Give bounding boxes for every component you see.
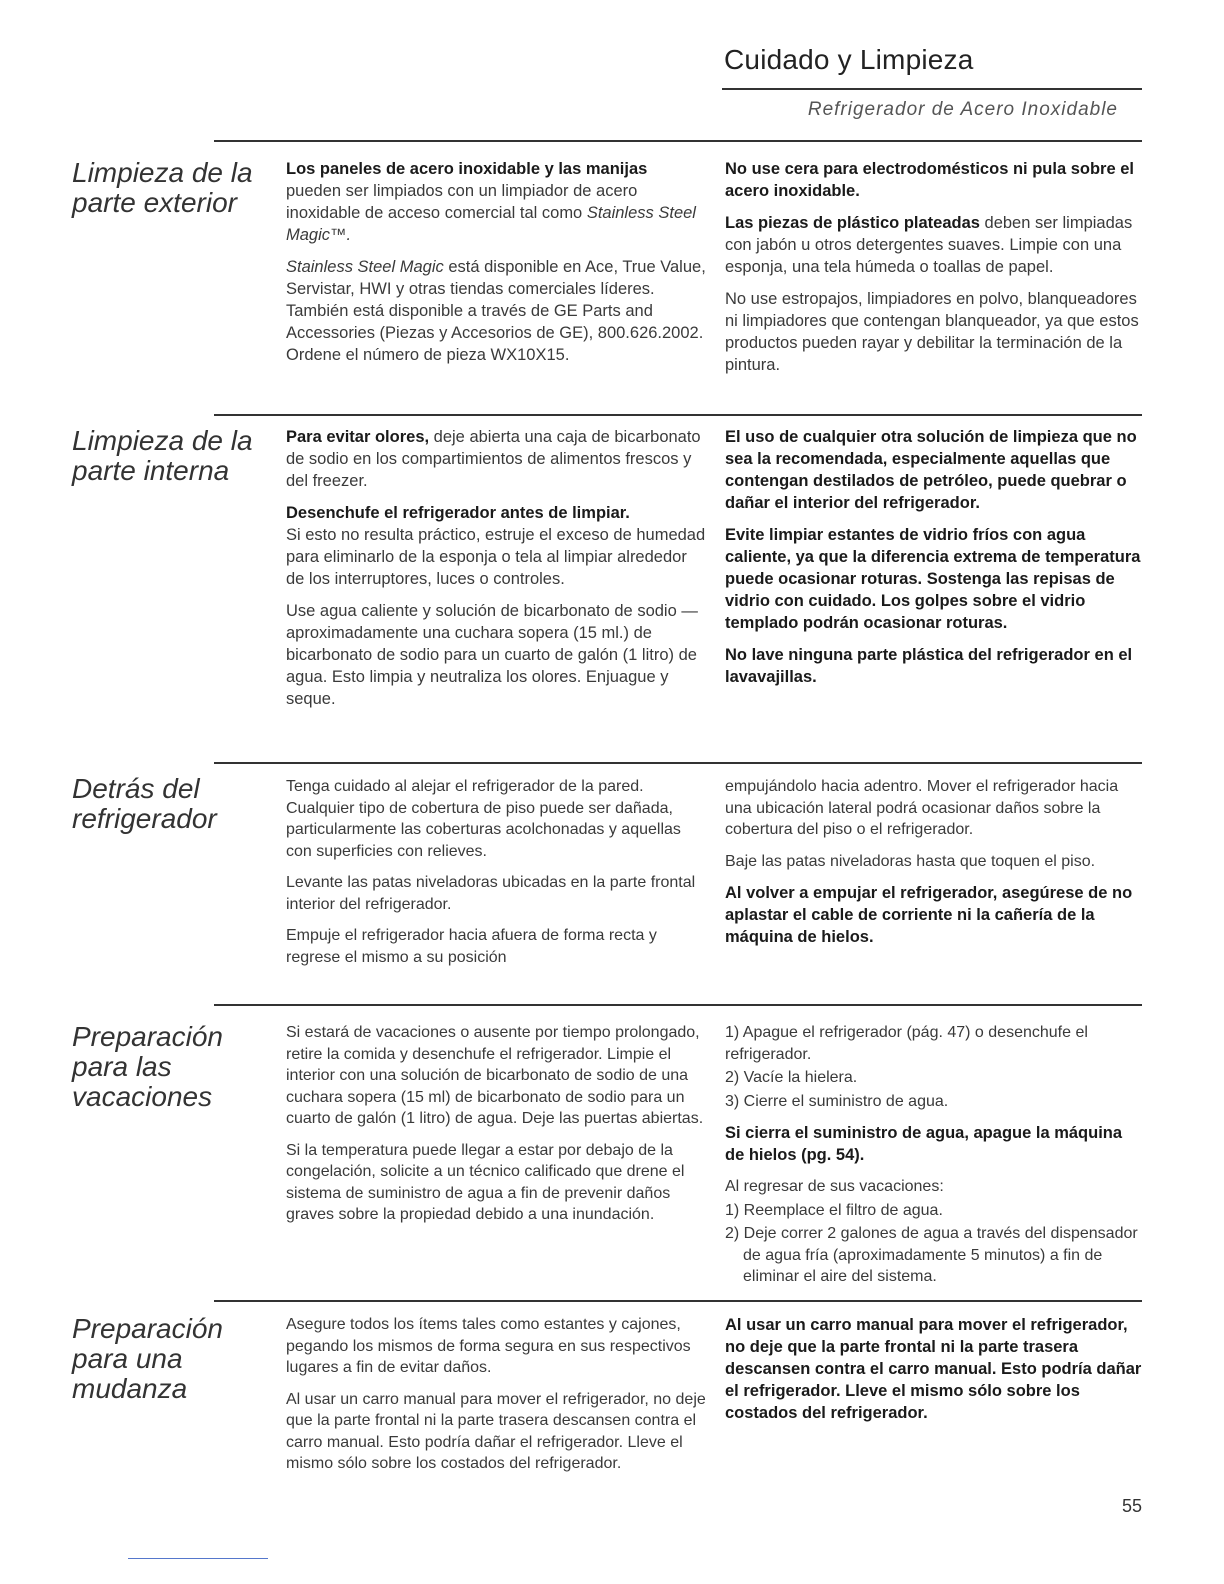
section-divider xyxy=(214,140,1142,142)
exterior-right-text: deben ser limpiadas con jabón u otros detergentes suaves. Limpie con una esponja, una tela húmeda o toallas de papel. xyxy=(725,214,1133,276)
interior-left-text-3: Use agua caliente y solución de bicarbonato de sodio — aproximadamente una cuchara sopera (15 ml.) de bicarbonato de sodio para un cuarto de galón (1 litro) de agua. Esto limpia y neutraliza los olores. Enjuague y seque. xyxy=(286,602,698,708)
moving-left-column xyxy=(286,1314,706,1485)
behind-right-column xyxy=(725,776,1145,958)
page-number: 55 xyxy=(1121,1496,1142,1516)
exterior-left-text: pueden ser limpiados con un limpiador de acero inoxidable de acceso comercial tal como xyxy=(286,182,638,222)
section-title-interior: Limpieza de la parte interna xyxy=(72,425,253,486)
behind-left-text-3: Empuje el refrigerador hacia afuera de forma recta y regrese el mismo a su posición xyxy=(286,927,657,966)
vacation-return-step-1: 1) Reemplace el filtro de agua. xyxy=(725,1201,943,1219)
section-title-behind: Detrás del refrigerador xyxy=(72,773,217,834)
section-divider xyxy=(214,762,1142,764)
section-title-vacation: Preparación para las vacaciones xyxy=(72,1021,223,1112)
behind-left-column xyxy=(286,776,706,978)
exterior-left-text-2: está disponible en Ace, True Value, Servistar, HWI y otras tiendas comerciales líderes. También está disponible a través de GE Parts and Accessories (Piezas y Accesorios de GE), 800.626.2002. Ordene el número de pieza WX10X15. xyxy=(286,258,706,364)
behind-right-warning: Al volver a empujar el refrigerador, asegúrese de no aplastar el cable de corriente ni la cañería de la máquina de hielos. xyxy=(725,884,1133,946)
interior-right-column xyxy=(725,426,1145,698)
moving-right-column xyxy=(725,1314,1145,1434)
section-title-moving: Preparación para una mudanza xyxy=(72,1313,223,1404)
page-subtitle: Refrigerador de Acero Inoxidable xyxy=(807,99,1118,120)
moving-left-text-1: Asegure todos los ítems tales como estantes y cajones, pegando los mismos de forma segura en sus respectivos lugares a fin de evitar daños. xyxy=(286,1316,691,1376)
behind-right-text-1: empujándolo hacia adentro. Mover el refrigerador hacia una ubicación lateral podrá ocasionar daños sobre la cobertura del piso o el refrigerador. xyxy=(725,778,1119,838)
section-divider xyxy=(214,1004,1142,1006)
exterior-left-italic-2: Stainless Steel Magic xyxy=(286,258,444,276)
vacation-left-column xyxy=(286,1022,706,1236)
exterior-left-italic: Stainless Steel Magic™. xyxy=(286,204,696,244)
interior-left-text-2: Si esto no resulta práctico, estruje el exceso de humedad para eliminarlo de la esponja o tela al limpiar alrededor de los interruptores, luces o controles. xyxy=(286,526,706,588)
exterior-left-column xyxy=(286,158,706,376)
footer-line xyxy=(128,1558,268,1559)
interior-right-warning-2: Evite limpiar estantes de vidrio fríos con agua caliente, ya que la diferencia extrema de temperatura puede ocasionar roturas. Sostenga las repisas de vidrio con cuidado. Los golpes sobre el vidrio templado podrán ocasionar roturas. xyxy=(725,526,1141,632)
exterior-right-warning: No use cera para electrodomésticos ni pula sobre el acero inoxidable. xyxy=(725,160,1134,200)
vacation-return-step-2: 2) Deje correr 2 galones de agua a través del dispensador de agua fría (aproximadamente 5 minutos) a fin de eliminar el aire del sistema. xyxy=(725,1225,1138,1285)
interior-right-warning-1: El uso de cualquier otra solución de limpieza que no sea la recomendada, especialmente aquellas que contengan destilados de petróleo, puede quebrar o dañar el interior del refrigerador. xyxy=(725,428,1137,512)
interior-left-bold-2: Desenchufe el refrigerador antes de limpiar. xyxy=(286,504,630,522)
exterior-right-text-2: No use estropajos, limpiadores en polvo, blanqueadores ni limpiadores que contengan blanqueador, ya que estos productos pueden rayar y debilitar la terminación de la pintura. xyxy=(725,290,1139,374)
interior-left-bold: Para evitar olores, xyxy=(286,428,430,446)
section-divider xyxy=(214,414,1142,416)
page-title: Cuidado y Limpieza xyxy=(724,44,974,75)
section-divider xyxy=(214,1300,1142,1302)
interior-left-column xyxy=(286,426,706,720)
vacation-return-heading: Al regresar de sus vacaciones: xyxy=(725,1178,944,1195)
exterior-left-bold: Los paneles de acero inoxidable y las manijas xyxy=(286,160,648,178)
interior-right-warning-3: No lave ninguna parte plástica del refrigerador en el lavavajillas. xyxy=(725,646,1133,686)
exterior-right-column xyxy=(725,158,1145,386)
behind-right-text-2: Baje las patas niveladoras hasta que toquen el piso. xyxy=(725,852,1096,870)
moving-left-text-2: Al usar un carro manual para mover el refrigerador, no deje que la parte frontal ni la parte trasera descansen contra el carro manual. Esto podría dañar el refrigerador. Lleve el mismo sólo sobre los costados del refrigerador. xyxy=(286,1390,706,1472)
vacation-warning: Si cierra el suministro de agua, apague la máquina de hielos (pg. 54). xyxy=(725,1124,1123,1164)
interior-left-text: deje abierta una caja de bicarbonato de sodio en los compartimientos de alimentos frescos y del freezer. xyxy=(286,428,701,490)
vacation-step-2: 2) Vacíe la hielera. xyxy=(725,1069,858,1086)
vacation-right-column xyxy=(725,1022,1145,1298)
vacation-left-text-1: Si estará de vacaciones o ausente por tiempo prolongado, retire la comida y desenchufe el refrigerador. Limpie el interior con una solución de bicarbonato de sodio de una cuchara sopera (15 ml) de bicarbonato de sodio para un cuarto de galón (1 litro) de agua. Deje las puertas abiertas. xyxy=(286,1024,704,1127)
vacation-step-1: 1) Apague el refrigerador (pág. 47) o desenchufe el refrigerador. xyxy=(725,1024,1088,1063)
vacation-step-3: 3) Cierre el suministro de agua. xyxy=(725,1092,949,1110)
section-title-exterior: Limpieza de la parte exterior xyxy=(72,157,253,218)
behind-left-text-1: Tenga cuidado al alejar el refrigerador de la pared. Cualquier tipo de cobertura de piso puede ser dañada, particularmente las coberturas acolchonadas y aquellas con superficies con relieves. xyxy=(286,778,681,860)
header-rule xyxy=(722,88,1142,90)
vacation-left-text-2: Si la temperatura puede llegar a estar por debajo de la congelación, solicite a un técnico calificado que drene el sistema de suministro de agua a fin de prevenir daños graves sobre la propiedad debido a una inundación. xyxy=(286,1141,685,1223)
exterior-right-bold: Las piezas de plástico plateadas xyxy=(725,214,980,232)
behind-left-text-2: Levante las patas niveladoras ubicadas en la parte frontal interior del refrigerador. xyxy=(286,874,696,913)
moving-right-warning: Al usar un carro manual para mover el refrigerador, no deje que la parte frontal ni la parte trasera descansen contra el carro manual. Esto podría dañar el refrigerador. Lleve el mismo sólo sobre los costados del refrigerador. xyxy=(725,1316,1142,1422)
